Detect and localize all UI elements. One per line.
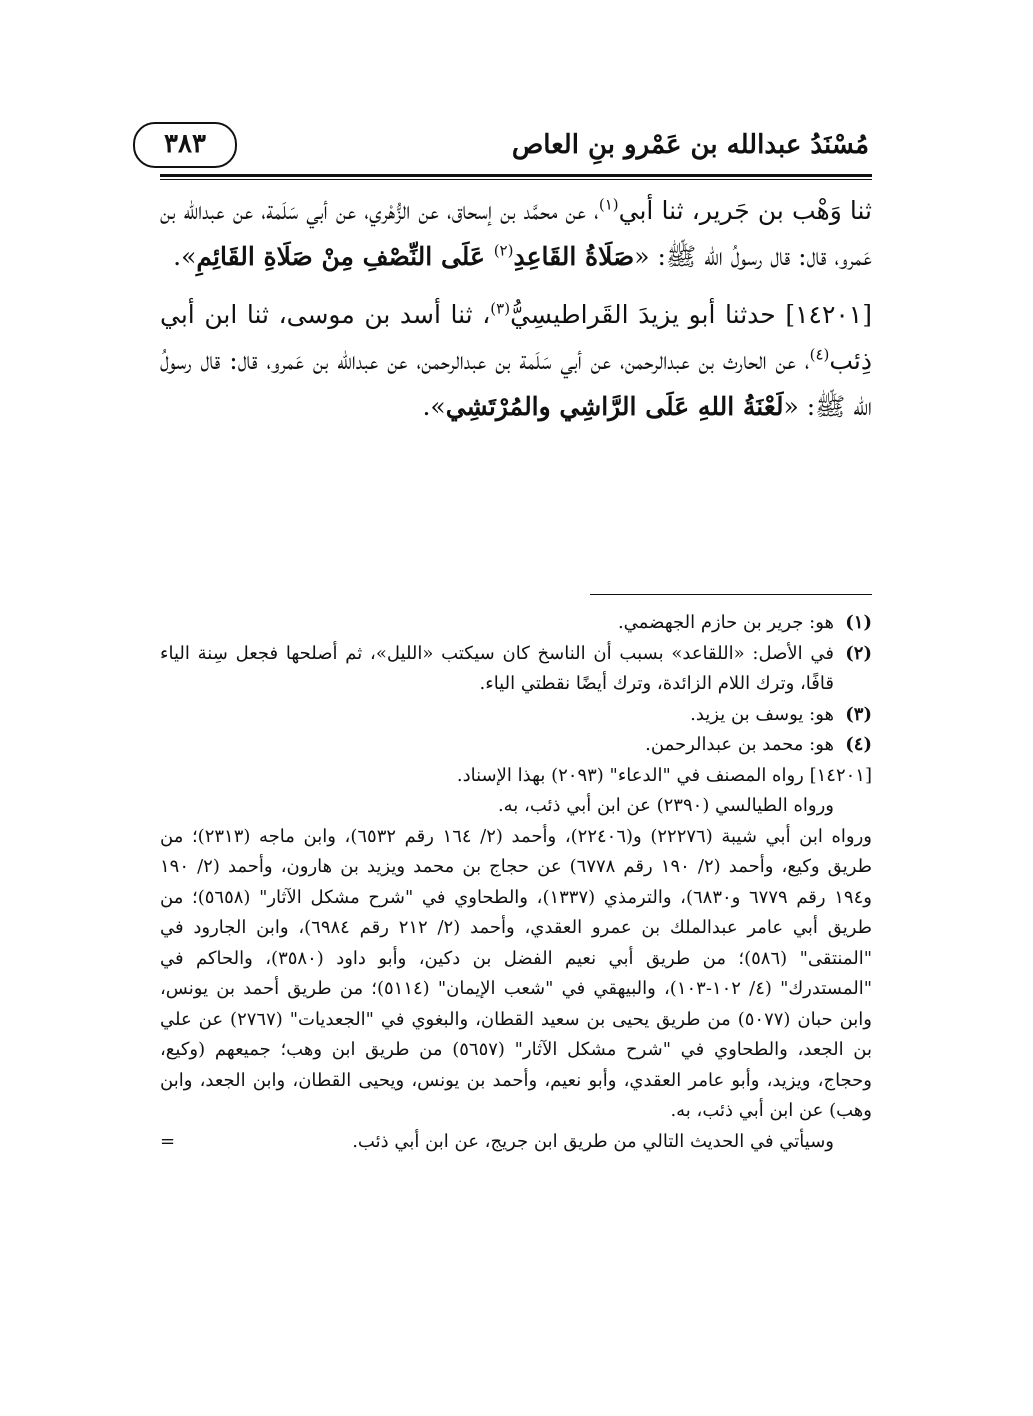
footnote-marker: (٤) xyxy=(845,734,872,755)
header-rule-thin xyxy=(160,179,872,180)
footnote-ref: (٤) xyxy=(809,345,830,364)
text-run: ، ثنا أسد بن موسى، ثنا ابن أبي ذِئب xyxy=(160,300,872,375)
takhrij-body: ورواه ابن أبي شيبة (٢٢٢٧٦) و(٢٢٤٠٦)، وأحمد (٢/ ١٦٤ رقم ٦٥٣٢)، وابن ماجه (٢٣١٣)؛ من طريق وكيع، وأحمد (٢/ ١٩٠ رقم ٦٧٧٨) عن حجاج بن محمد ويزيد بن هارون، وأحمد (٢/ ١٩٠ و١٩٤ رقم ٦٧٧٩ و٦٨٣٠)، والترمذي (١٣٣٧)، والطحاوي في "شرح مشكل الآثار" (٥٦٥٨)؛ من طريق أبي عامر عبدالملك بن عمرو العقدي، وأحمد (٢/ ٢١٢ رقم ٦٩٨٤)، وابن الجارود في "المنتقى" (٥٨٦)؛ من طريق أبي نعيم الفضل بن دكين، وأبو داود (٣٥٨٠)، والحاكم في "المستدرك" (٤/ ١٠٢-١٠٣)، والبيهقي في "شعب الإيمان" (٥١١٤)؛ من طريق أحمد بن يونس، وابن حبان (٥٠٧٧) من طريق يحيى بن سعيد القطان، والبغوي في "الجعديات" (٢٧٦٧) عن علي بن الجعد، والطحاوي في "شرح مشكل الآثار" (٥٦٥٧) من طريق ابن وهب؛ جميعهم (وكيع، وحجاج، ويزيد، وأبو عامر العقدي، وأبو نعيم، وأحمد بن يونس، ويحيى القطان، وابن الجعد، وابن وهب) عن ابن أبي ذئب، به. xyxy=(160,825,873,1121)
hadith-quote: عَلَى النِّصْفِ مِنْ صَلَاةِ القَائِمِ xyxy=(196,242,494,271)
text-run: ». xyxy=(173,242,197,271)
takhrij-line: وسيأتي في الحديث التالي من طريق ابن جريج، عن ابن أبي ذئب. xyxy=(352,1130,834,1152)
footnote-marker: (١) xyxy=(845,612,872,633)
footnote xyxy=(160,730,872,761)
footnote-marker: (٣) xyxy=(845,703,872,725)
footnote-ref: (٢) xyxy=(493,241,514,260)
text-run: ». xyxy=(422,392,446,421)
running-header-title: مُسْنَدُ عبدالله بن عَمْرو بنِ العاص xyxy=(511,130,869,160)
footnote-separator xyxy=(590,594,872,595)
takhrij-line: ورواه الطيالسي (٢٣٩٠) عن ابن أبي ذئب، به. xyxy=(497,795,834,816)
text-run: ، عن الحارث بن عبدالرحمن، عن أبي سَلَمة بن عبدالرحمن، عن عبدالله بن عَمرو، قال: قال رسولُ الله ﷺ: « xyxy=(160,346,872,421)
footnote-marker: (٢) xyxy=(845,642,872,664)
text-run: ، عن محمَّد بن إسحاق، عن الزُّهْري، عن أبي سَلَمة، عن عبدالله بن عَمرو، قال: قال رسولُ الله ﷺ: « xyxy=(160,196,872,271)
main-text xyxy=(160,188,872,430)
footnote xyxy=(160,700,872,731)
hadith-quote: صَلَاةُ القَاعِدِ xyxy=(513,242,635,271)
footnote-text: هو: محمد بن عبدالرحمن. xyxy=(645,734,834,755)
hadith-number: [١٤٢٠١] xyxy=(785,300,872,329)
page-number-badge: ٣٨٣ xyxy=(133,122,237,168)
takhrij-note xyxy=(160,761,872,1158)
footnote-ref: (٣) xyxy=(490,299,511,318)
footnote-text: في الأصل: «اللقاعد» بسبب أن الناسخ كان سيكتب «الليل»، ثم أصلحها فجعل سِنة الياء قافًا، وترك اللام الزائدة، وترك أيضًا نقطتي الياء. xyxy=(160,642,834,694)
footnote xyxy=(160,608,872,639)
footnote-ref: (١) xyxy=(598,195,619,214)
takhrij-line: [١٤٢٠١] رواه المصنف في "الدعاء" (٢٠٩٣) بهذا الإسناد. xyxy=(456,764,872,786)
continuation-mark: = xyxy=(160,1130,176,1152)
hadith-quote: لَعْنَةُ اللهِ عَلَى الرَّاشِي والمُرْتَشِي xyxy=(445,392,784,421)
footnote-text: هو: جرير بن حازم الجهضمي. xyxy=(617,612,834,633)
takhrij-last-line xyxy=(160,1127,872,1158)
footnotes xyxy=(160,608,872,1157)
footnote-text: هو: يوسف بن يزيد. xyxy=(690,703,834,725)
hadith-paragraph-continuation xyxy=(160,188,872,280)
text-run: حدثنا أبو يزيدَ القَراطيسِيُّ xyxy=(510,300,786,329)
footnote xyxy=(160,639,872,700)
header-rule xyxy=(160,174,872,177)
text-run: ثنا وَهْب بن جَرير، ثنا أبي xyxy=(618,196,872,225)
hadith-paragraph xyxy=(160,292,872,430)
